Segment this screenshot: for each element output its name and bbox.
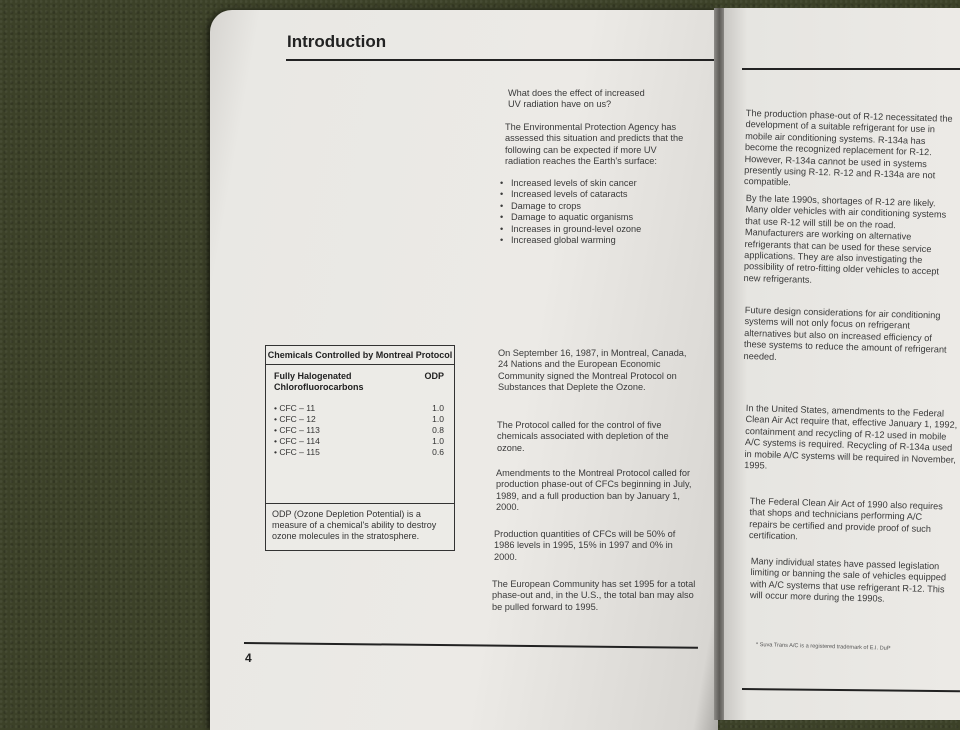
table-row: • CFC – 11 1.0 <box>274 403 444 413</box>
table-row: • CFC – 114 1.0 <box>274 436 444 446</box>
epa-intro: The Environmental Protection Agency has assessed this situation and predicts that the following can be expected if more UV radiation reaches the Earth's surface: <box>505 122 684 167</box>
amendments-paragraph: Amendments to the Montreal Protocol called for production phase-out of CFCs beginning in July, 1989, and a full production ban by January 1, 2000. <box>496 468 692 513</box>
right-paragraph-4: In the United States, amendments to the Federal Clean Air Act require that, effective January 1, 1992, containment and recycling of R-12 used in mobile A/C systems is required. Recycling of R-134a used in mobile A/C systems will be required in November, 1995. <box>744 403 958 471</box>
right-paragraph-3: Future design considerations for air conditioning systems will not only focus on refrigerant alternatives but also on increased efficiency of these systems to reduce the amount of refrigerant needed. <box>743 305 947 362</box>
list-item: • Increased global warming <box>500 235 690 246</box>
right-paragraph-5: The Federal Clean Air Act of 1990 also requires that shops and technicians performing A/C repairs be certified and provide proof of such certification. <box>748 496 943 542</box>
group-label: Fully Halogenated Chlorofluorocarbons <box>274 371 364 392</box>
page-title: Introduction <box>287 32 387 51</box>
page-number: 4 <box>245 651 252 665</box>
cfc-name: CFC – 11 <box>279 403 316 413</box>
odp-value: 0.6 <box>432 447 444 457</box>
right-paragraph-6: Many individual states have passed legislation limiting or banning the sale of vehicles equipped with A/C systems that use refrigerant R-12. This will occur more during the 1990s. <box>749 556 947 604</box>
table-row: • CFC – 115 0.6 <box>274 447 444 457</box>
list-item: • Increased levels of skin cancer <box>500 178 690 189</box>
odp-header: ODP <box>424 371 444 381</box>
trademark-footnote: * Suva Trans A/C is a registered trademark of E.I. DuP <box>755 642 891 652</box>
odp-value: 1.0 <box>432 436 444 446</box>
odp-note: ODP (Ozone Depletion Potential) is a measure of a chemical's ability to destroy ozone molecules in the stratosphere. <box>266 503 454 550</box>
european-paragraph: The European Community has set 1995 for a total phase-out and, in the U.S., the total ban may also be pulled forward to 1995. <box>492 579 696 612</box>
cfc-name: CFC – 114 <box>279 436 320 446</box>
title-rule <box>286 59 714 61</box>
chemicals-table-header <box>266 365 454 393</box>
chemicals-rows <box>266 393 454 458</box>
cfc-name: CFC – 113 <box>279 425 320 435</box>
odp-value: 0.8 <box>432 425 444 435</box>
list-item: • Increases in ground-level ozone <box>500 224 690 235</box>
uv-question: What does the effect of increased UV radiation have on us? <box>508 88 645 110</box>
right-paragraph-1: The production phase-out of R-12 necessitated the development of a suitable refrigerant for use in mobile air conditioning systems. R-134a has become the recognized replacement for R-12. However, R-134a cannot be used in systems presently using R-12. R-12 and R-134a are not compatible. <box>743 108 953 188</box>
chemicals-table-box <box>265 345 455 551</box>
odp-value: 1.0 <box>432 414 444 424</box>
production-paragraph: Production quantities of CFCs will be 50% of 1986 levels in 1995, 15% in 1997 and 0% in 2000. <box>494 529 676 562</box>
odp-value: 1.0 <box>432 403 444 413</box>
cfc-name: CFC – 12 <box>279 414 316 424</box>
chemicals-table-title: Chemicals Controlled by Montreal Protocol <box>266 346 454 365</box>
right-paragraph-2: By the late 1990s, shortages of R-12 are likely. Many older vehicles with air conditioning systems that use R-12 will still be on the road. Manufacturers are working on alternative refrigerants that can be used for these service applications. They are also investigating the possibility of retro-fitting older vehicles to accept new refrigerants. <box>743 193 947 285</box>
table-row: • CFC – 12 1.0 <box>274 414 444 424</box>
effects-list <box>500 178 690 246</box>
list-item: • Increased levels of cataracts <box>500 189 690 200</box>
right-top-rule <box>742 68 960 70</box>
protocol-paragraph: The Protocol called for the control of five chemicals associated with depletion of the ozone. <box>497 420 669 453</box>
list-item: • Damage to crops <box>500 201 690 212</box>
table-row: • CFC – 113 0.8 <box>274 425 444 435</box>
list-item: • Damage to aquatic organisms <box>500 212 690 223</box>
cfc-name: CFC – 115 <box>279 447 320 457</box>
montreal-paragraph: On September 16, 1987, in Montreal, Canada, 24 Nations and the European Economic Community signed the Montreal Protocol on Substances that Deplete the Ozone. <box>498 348 687 393</box>
